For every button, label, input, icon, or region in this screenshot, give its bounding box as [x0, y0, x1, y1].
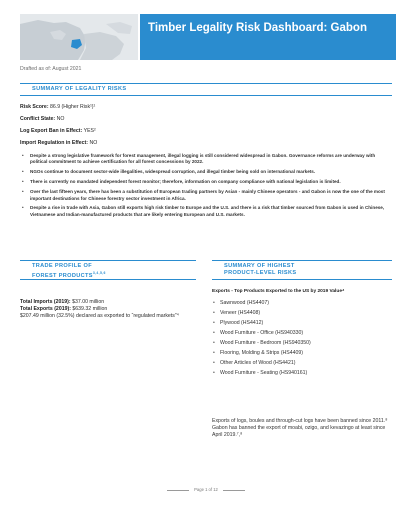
export-ban-note: Exports of logs, boules and through-cut logs have been banned since 2011.⁸ Gabon has banned the export of moabi, ozigo, and kevazingo at least since April 2019.⁷,⁸	[212, 418, 388, 438]
page-title: Timber Legality Risk Dashboard: Gabon	[148, 22, 367, 34]
conflict-state-value: NO	[56, 116, 65, 122]
list-item: • Despite a rise in trade with Asia, Gabon still exports high risk timber to Europe and the U.S. and there is a risk that timber sourced from Gabon is used in Chinese, Vietnamese and Indian-manufactured products that are likely entering European and U.S. markets.	[22, 205, 392, 218]
list-item: • Wood Furniture - Office (HS940330)	[212, 328, 392, 338]
total-exports-value: $639.32 million	[72, 306, 108, 312]
products-heading-line1: SUMMARY OF HIGHEST	[224, 263, 295, 269]
footer-rule-right	[223, 490, 245, 491]
list-item: • Flooring, Molding & Strips (HS4409)	[212, 348, 392, 358]
page-number: Page 1 of 12	[194, 487, 218, 492]
list-item: • There is currently no mandated independent forest monitor; therefore, information on company compliance with national legislation is limited.	[22, 179, 392, 185]
import-regulation-value: NO	[89, 140, 98, 146]
legality-section-heading	[20, 86, 392, 93]
total-imports-label: Total Imports (2019):	[20, 299, 71, 305]
log-export-ban-row	[20, 128, 96, 134]
heading-rule-bottom	[212, 279, 392, 280]
import-regulation-row	[20, 140, 97, 146]
trade-heading-line1: TRADE PROFILE OF	[32, 263, 92, 269]
list-item: • Sawnwood (HS4407)	[212, 298, 392, 308]
list-item: • Other Articles of Wood (HS4421)	[212, 358, 392, 368]
list-item: • Wood Furniture - Bedroom (HS940350)	[212, 338, 392, 348]
heading-rule-top	[20, 260, 196, 261]
log-export-ban-value: YES²	[83, 128, 96, 134]
map-icon	[20, 14, 138, 60]
regulated-markets-note: $207.49 million (32.5%) declared as exported to “regulated markets”⁴	[20, 313, 179, 319]
page-footer	[0, 487, 412, 492]
dashboard-header	[20, 14, 396, 60]
list-item: • Wood Furniture - Seating (HS940161)	[212, 368, 392, 378]
conflict-state-row	[20, 116, 64, 122]
total-exports-label: Total Exports (2019):	[20, 306, 71, 312]
list-item: • Over the last fifteen years, there has been a substitution of European trading partners by Asian - mainly Chinese operators - and Gabon is now the one of the most important destinations for Chinese forestry sector investment in Africa.	[22, 189, 392, 202]
trade-section-heading	[20, 263, 196, 280]
legality-heading-text: SUMMARY OF LEGALITY RISKS	[32, 86, 127, 92]
list-item: • NGOs continue to document sector-wide illegalities, widespread corruption, and illegal timber being sold on international markets.	[22, 169, 392, 175]
trade-profile	[20, 299, 196, 320]
list-item: • Plywood (HS4412)	[212, 318, 392, 328]
total-imports-value: $37.00 million	[72, 299, 105, 305]
list-item: • Despite a strong legislative framework for forest management, illegal logging is still considered widespread in Gabon. Governance reforms are underway with political commitment to achieve certification for all forest concessions by 2022.	[22, 153, 392, 166]
products-section-heading	[212, 263, 392, 277]
exports-heading: Exports - Top Products Exported to the US by 2019 Value⁴	[212, 289, 345, 294]
products-heading-line2: PRODUCT-LEVEL RISKS	[224, 270, 297, 276]
heading-rule-bottom	[20, 95, 392, 96]
heading-rule-top	[20, 83, 392, 84]
list-item: • Veneer (HS4408)	[212, 308, 392, 318]
footer-rule-left	[167, 490, 189, 491]
import-regulation-label: Import Regulation in Effect:	[20, 140, 89, 146]
total-exports-row	[20, 306, 196, 313]
log-export-ban-label: Log Export Ban in Effect:	[20, 128, 83, 134]
heading-rule-bottom	[20, 279, 196, 280]
heading-rule-top	[212, 260, 392, 261]
country-map	[20, 14, 138, 60]
trade-heading-line2: FOREST PRODUCTS	[32, 272, 93, 279]
risk-score-label: Risk Score:	[20, 104, 49, 110]
total-imports-row	[20, 299, 196, 306]
risk-score-row	[20, 104, 95, 110]
risk-score-value: 86.9 (Higher Risk¹)¹	[50, 104, 96, 110]
trade-heading-footnote: 3,4,5,6	[92, 271, 106, 275]
conflict-state-label: Conflict State:	[20, 116, 56, 122]
product-list	[212, 298, 392, 378]
title-banner	[140, 14, 396, 60]
legality-bullet-list	[22, 153, 392, 222]
drafted-date: Drafted as of: August 2021	[20, 66, 82, 72]
